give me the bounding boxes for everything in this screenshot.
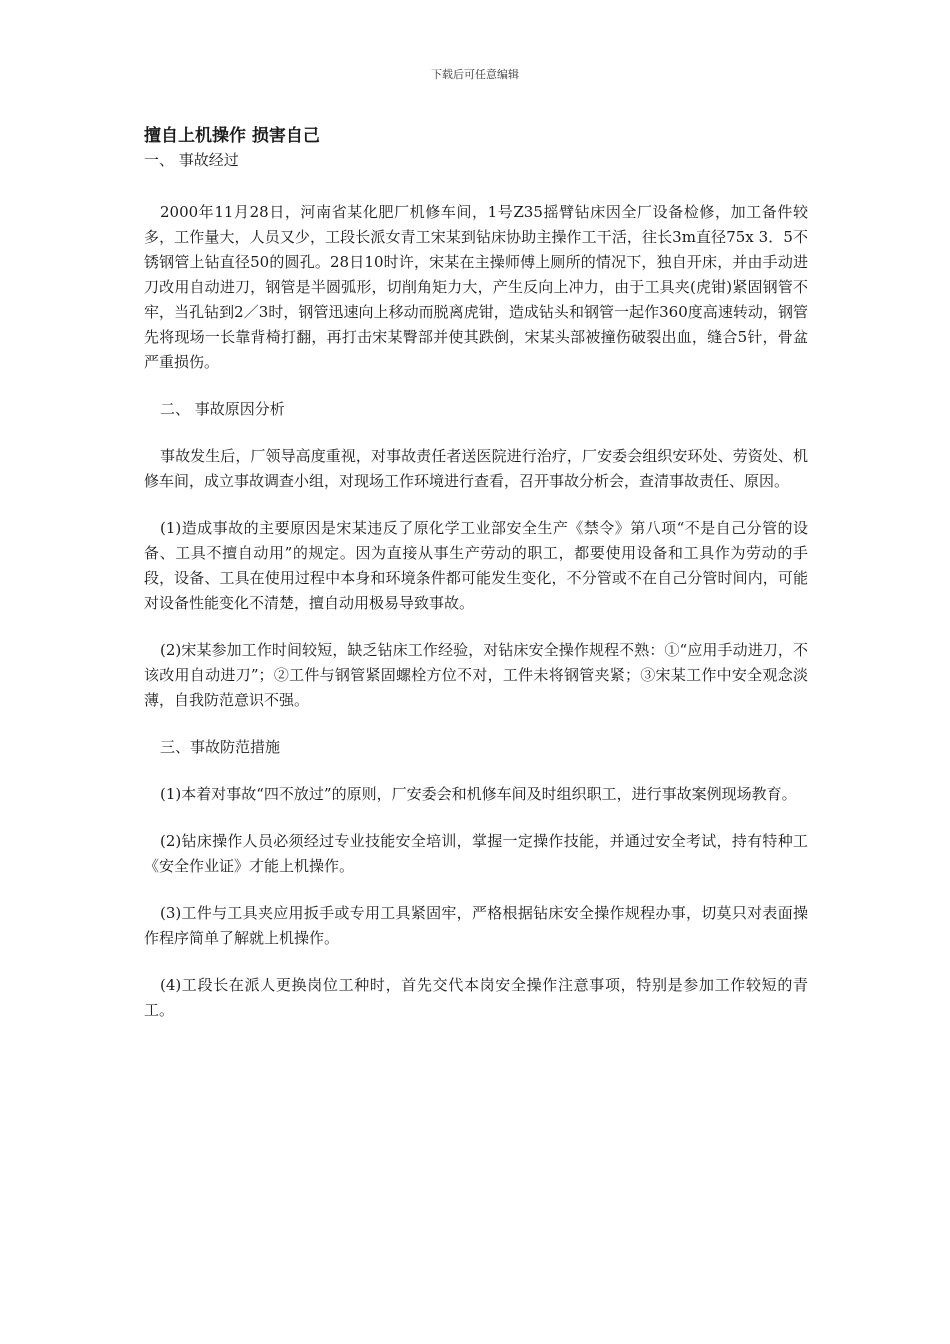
section2-item1-paragraph: (1)造成事故的主要原因是宋某违反了原化学工业部安全生产《禁令》第八项“不是自己分管的设备、工具不擅自动用”的规定。因为直接从事生产劳动的职工，都要使用设备和工具作为劳动的手段，设备、工具在使用过程中本身和环境条件都可能发生变化，不分管或不在自己分管时间内，可能对设备性能变化不清楚，擅自动用极易导致事故。 bbox=[144, 519, 808, 612]
spacer bbox=[144, 616, 808, 638]
spacer bbox=[144, 172, 808, 200]
header-note: 下载后可任意编辑 bbox=[431, 68, 519, 81]
document-title: 擅自上机操作 损害自己 bbox=[144, 126, 320, 146]
section3-item4-paragraph: (4)工段长在派人更换岗位工种时，首先交代本岗安全操作注意事项，特别是参加工作较短的青工。 bbox=[144, 976, 808, 1019]
spacer bbox=[144, 422, 808, 444]
spacer bbox=[144, 713, 808, 735]
section2-item2-paragraph: (2)宋某参加工作时间较短，缺乏钻床工作经验，对钻床安全操作规程不熟：①“应用手动进刀，不该改用自动进刀”；②工件与钢管紧固螺栓方位不对，工件未将钢管夹紧；③宋某工作中安全观念淡薄，自我防范意识不强。 bbox=[144, 641, 808, 709]
spacer bbox=[144, 375, 808, 397]
spacer bbox=[144, 951, 808, 973]
section3-item1-paragraph: (1)本着对事故“四不放过”的原则，厂安委会和机修车间及时组织职工，进行事故案例现场教育。 bbox=[160, 785, 797, 803]
section1-paragraph: 2000年11月28日，河南省某化肥厂机修车间，1号Z35摇臂钻床因全厂设备检修，加工备件较多，工作量大，人员又少，工段长派女青工宋某到钻床协助主操作工干活，往长3m直径75x 3．5不锈钢管上钻直径50的圆孔。28日10时许，宋某在主操师傅上厕所的情况下，独自开床，并由手动进刀改用自动进刀，钢管是半圆弧形，切削角矩力大，产生反向上冲力，由于工具夹(虎钳)紧固钢管不牢，当孔钻到2／3时，钢管迅速向上移动而脱离虎钳，造成钻头和钢管一起作360度高速转动，钢管先将现场一长靠背椅打翻，再打击宋某臀部并使其跌倒，宋某头部被撞伤破裂出血，缝合5针，骨盆严重损伤。 bbox=[144, 203, 808, 371]
spacer bbox=[144, 494, 808, 516]
spacer bbox=[144, 879, 808, 901]
section3-item2-paragraph: (2)钻床操作人员必须经过专业技能安全培训，掌握一定操作技能，并通过安全考试，持有特种工《安全作业证》才能上机操作。 bbox=[144, 832, 808, 875]
section2-intro-paragraph: 事故发生后，厂领导高度重视，对事故责任者送医院进行治疗，厂安委会组织安环处、劳资处、机修车间，成立事故调查小组，对现场工作环境进行查看，召开事故分析会，查清事故责任、原因。 bbox=[144, 447, 808, 490]
section3-heading: 三、事故防范措施 bbox=[160, 738, 281, 756]
section1-heading: 一、 事故经过 bbox=[144, 151, 239, 169]
document-body bbox=[144, 124, 808, 1023]
section2-heading: 二、 事故原因分析 bbox=[160, 400, 285, 418]
section3-item3-paragraph: (3)工件与工具夹应用扳手或专用工具紧固牢，严格根据钻床安全操作规程办事，切莫只对表面操作程序简单了解就上机操作。 bbox=[144, 904, 808, 947]
spacer bbox=[144, 807, 808, 829]
spacer bbox=[144, 760, 808, 782]
